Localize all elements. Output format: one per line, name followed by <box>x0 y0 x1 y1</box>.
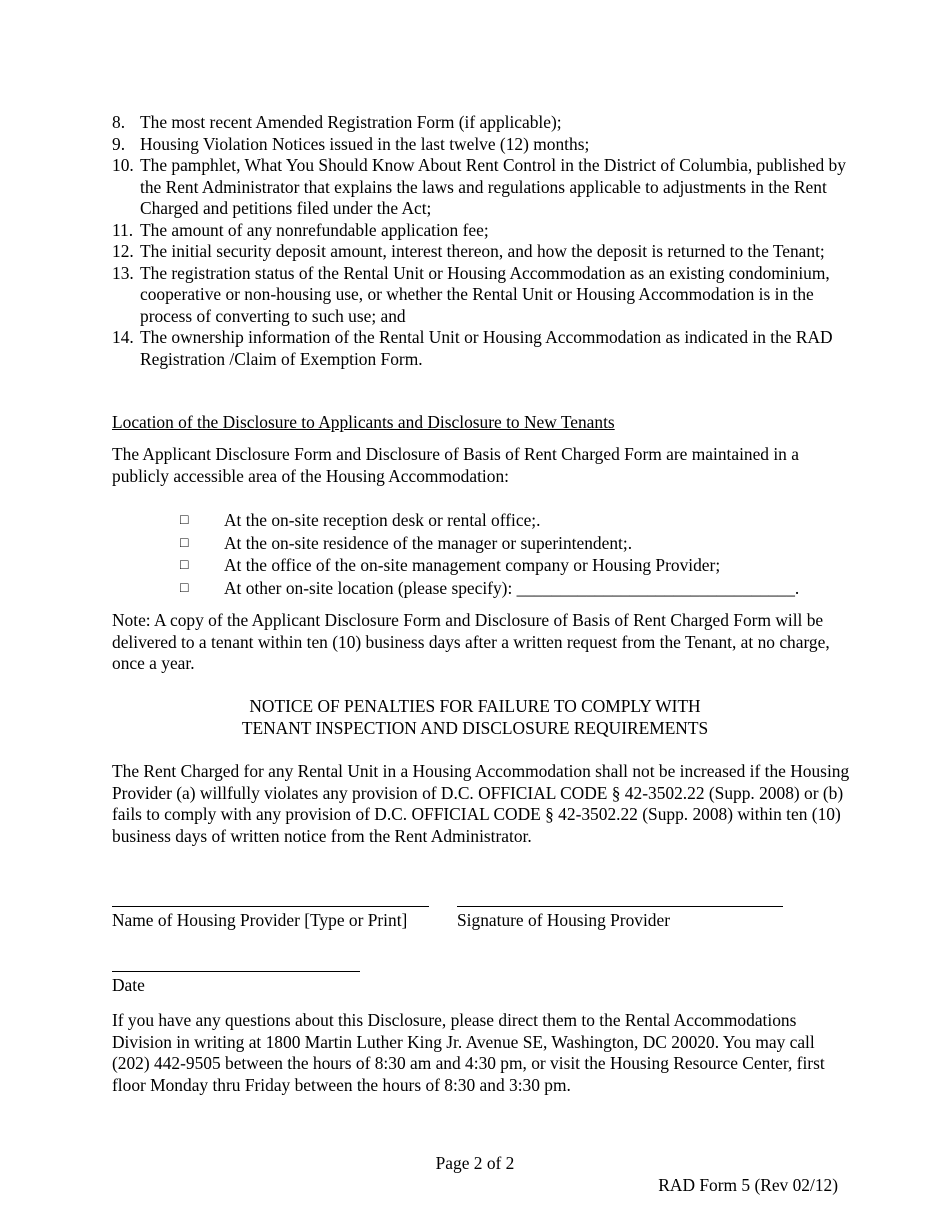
form-number: RAD Form 5 (Rev 02/12) <box>658 1175 838 1195</box>
checkbox-icon[interactable]: □ <box>180 513 189 528</box>
list-item: 12. The initial security deposit amount, interest thereon, and how the deposit is returned to the Tenant; <box>112 241 825 261</box>
checkbox-label: At the on-site residence of the manager or superintendent;. <box>224 532 633 553</box>
page-number: Page 2 of 2 <box>435 1153 515 1173</box>
location-checkbox-list <box>180 510 860 600</box>
list-item: 10. The pamphlet, What You Should Know About Rent Control in the District of Columbia, published by the Rent Administrator that explains the laws and regulations applicable to adjustments in the Rent Charged and petitions filed under the Act; <box>112 155 846 218</box>
checkbox-icon[interactable]: □ <box>180 535 189 551</box>
name-signature-line[interactable] <box>112 906 429 907</box>
notice-title-line-1: NOTICE OF PENALTIES FOR FAILURE TO COMPLY WITH <box>249 696 701 716</box>
checkbox-option[interactable] <box>180 510 860 533</box>
checkbox-label: At other on-site location (please specify): ________________________________. <box>224 577 800 598</box>
note-paragraph: Note: A copy of the Applicant Disclosure Form and Disclosure of Basis of Rent Charged Form will be delivered to a tenant within ten (10) business days after a written request from the Tenant, at no charge, once a year. <box>112 610 830 673</box>
rent-paragraph: The Rent Charged for any Rental Unit in a Housing Accommodation shall not be increased if the Housing Provider (a) willfully violates any provision of D.C. OFFICIAL CODE § 42-3502.22 (Supp. 2008) or (b) fails to comply with any provision of D.C. OFFICIAL CODE § 42-3502.22 (Supp. 2008) within ten (10) business days of written notice from the Rent Administrator. <box>112 761 850 846</box>
list-item: 14. The ownership information of the Rental Unit or Housing Accommodation as indicated in the RAD Registration /Claim of Exemption Form. <box>112 327 833 369</box>
signature-of-housing-provider-label: Signature of Housing Provider <box>457 910 671 930</box>
location-paragraph: The Applicant Disclosure Form and Disclosure of Basis of Rent Charged Form are maintained in a publicly accessible area of the Housing Accommodation: <box>112 444 799 486</box>
contact-paragraph: If you have any questions about this Disclosure, please direct them to the Rental Accommodations Division in writing at 1800 Martin Luther King Jr. Avenue SE, Washington, DC 20020. You may call (202) 442-9505 between the hours of 8:30 am and 4:30 pm, or visit the Housing Resource Center, first floor Monday thru Friday between the hours of 8:30 and 3:30 pm. <box>112 1010 825 1095</box>
list-item: 13. The registration status of the Rental Unit or Housing Accommodation as an existing condominium, cooperative or non-housing use, or whether the Rental Unit or Housing Accommodation is in the process of converting to such use; and <box>112 262 830 326</box>
list-item: 11. The amount of any nonrefundable application fee; <box>112 219 489 240</box>
checkbox-option[interactable] <box>180 555 860 578</box>
checkbox-label: At the office of the on-site management company or Housing Provider; <box>224 555 721 575</box>
location-heading: Location of the Disclosure to Applicants and Disclosure to New Tenants <box>112 412 615 432</box>
name-of-housing-provider-label: Name of Housing Provider [Type or Print] <box>112 910 408 930</box>
date-label: Date <box>112 975 145 995</box>
checkbox-icon[interactable]: □ <box>180 558 189 573</box>
date-line[interactable] <box>112 971 360 972</box>
checkbox-option[interactable] <box>180 578 860 601</box>
list-item: 9. Housing Violation Notices issued in the last twelve (12) months; <box>112 133 590 154</box>
checkbox-icon[interactable]: □ <box>180 580 189 596</box>
notice-title <box>112 696 838 739</box>
signature-line[interactable] <box>457 906 783 907</box>
notice-title-line-2: TENANT INSPECTION AND DISCLOSURE REQUIREMENTS <box>241 717 709 738</box>
checkbox-label: At the on-site reception desk or rental office;. <box>224 510 541 530</box>
list-item: 8. The most recent Amended Registration Form (if applicable); <box>112 112 562 132</box>
checkbox-option[interactable] <box>180 533 860 556</box>
disclosure-items-list <box>112 112 852 370</box>
